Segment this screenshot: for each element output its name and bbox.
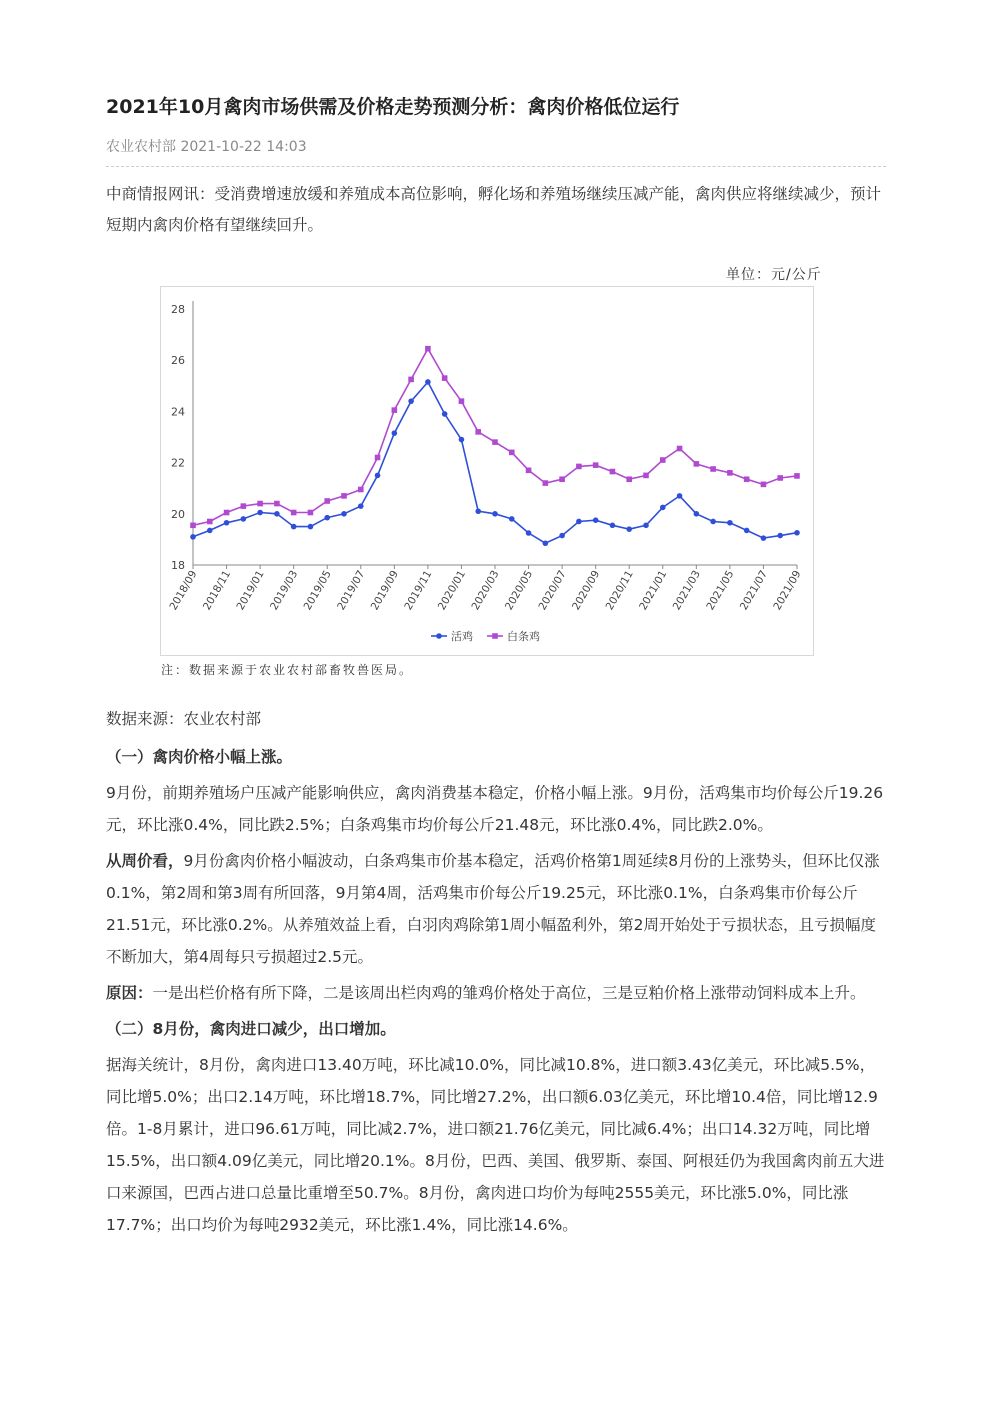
- data-point: [224, 510, 230, 516]
- data-point: [341, 511, 347, 517]
- data-point: [543, 540, 549, 546]
- data-point: [727, 520, 733, 526]
- data-point: [610, 469, 616, 475]
- divider: [106, 166, 886, 167]
- data-point: [257, 501, 263, 507]
- y-tick-label: 20: [171, 507, 185, 521]
- paragraph-text: 9月份禽肉价格小幅波动，白条鸡集市价基本稳定，活鸡价格第1周延续8月份的上涨势头，但环比仅涨0.1%，第2周和第3周有所回落，9月第4周，活鸡集市价每公斤19.25元，环比涨0.1%，白条鸡集市价每公斤21.51元，环比涨0.2%。从养殖效益上看，白羽肉鸡除第1周小幅盈利外，第2周开始处于亏损状态，且亏损幅度不断加大，第4周每只亏损超过2.5元。: [106, 852, 880, 966]
- legend-label: 白条鸡: [507, 630, 540, 643]
- data-point: [509, 516, 515, 522]
- data-point: [475, 508, 481, 514]
- data-point: [459, 398, 465, 404]
- data-point: [341, 493, 347, 499]
- data-point: [576, 464, 582, 470]
- chart-svg: [161, 287, 813, 655]
- data-point: [559, 533, 565, 539]
- data-point: [308, 524, 314, 530]
- chart-note: 注：数据来源于农业农村部畜牧兽医局。: [161, 663, 414, 677]
- data-point: [392, 407, 398, 413]
- data-point: [660, 457, 666, 463]
- section1-paragraph-1: 9月份，前期养殖场户压减产能影响供应，禽肉消费基本稳定，价格小幅上涨。9月份，活鸡集市均价每公斤19.26元，环比涨0.4%，同比跌2.5%；白条鸡集市均价每公斤21.48元，环比涨0.4%，同比跌2.0%。: [106, 784, 884, 834]
- data-point: [442, 375, 448, 381]
- x-tick-label: 2021/01: [637, 568, 670, 613]
- y-tick-label: 26: [171, 354, 185, 368]
- data-point: [408, 377, 414, 383]
- data-point: [425, 379, 431, 385]
- data-point: [241, 516, 247, 522]
- data-point: [509, 450, 515, 456]
- x-tick-label: 2020/03: [469, 568, 502, 613]
- data-point: [274, 501, 280, 507]
- data-point: [660, 505, 666, 511]
- series-line-1: [193, 349, 797, 526]
- paragraph-text: 一是出栏价格有所下降，二是该周出栏肉鸡的雏鸡价格处于高位，三是豆粕价格上涨带动饲料成本上升。: [152, 984, 866, 1002]
- series-line-0: [193, 382, 797, 543]
- data-point: [207, 519, 213, 525]
- data-point: [257, 510, 263, 516]
- x-tick-label: 2019/03: [268, 568, 301, 613]
- section1-heading: （一）禽肉价格小幅上涨。: [106, 748, 293, 766]
- data-point: [324, 515, 330, 521]
- data-point: [358, 487, 364, 493]
- legend-marker: [492, 633, 498, 639]
- data-point: [190, 523, 196, 529]
- x-tick-label: 2020/05: [502, 568, 536, 613]
- x-tick-label: 2021/03: [670, 568, 703, 613]
- data-point: [593, 462, 599, 468]
- data-point: [727, 470, 733, 476]
- data-point: [643, 473, 649, 479]
- x-tick-label: 2018/09: [167, 568, 200, 613]
- x-tick-label: 2021/09: [771, 568, 804, 613]
- data-point: [324, 498, 330, 504]
- data-point: [694, 511, 700, 517]
- legend-label: 活鸡: [451, 630, 473, 643]
- data-point: [492, 439, 498, 445]
- data-point: [610, 523, 616, 529]
- data-point: [224, 520, 230, 526]
- data-point: [794, 530, 800, 536]
- data-point: [425, 346, 431, 352]
- x-tick-label: 2020/11: [603, 568, 636, 613]
- data-point: [626, 526, 632, 532]
- x-tick-label: 2020/07: [536, 568, 569, 613]
- data-point: [677, 446, 683, 452]
- data-point: [761, 535, 767, 541]
- x-tick-label: 2019/05: [301, 568, 334, 613]
- data-point: [777, 533, 783, 539]
- data-point: [442, 411, 448, 417]
- x-tick-label: 2021/07: [737, 568, 771, 613]
- section1-paragraph-2: [106, 845, 886, 973]
- data-point: [794, 473, 800, 479]
- data-point: [643, 523, 649, 529]
- price-chart: [160, 286, 814, 656]
- x-tick-label: 2020/01: [435, 568, 469, 613]
- data-point: [576, 519, 582, 525]
- data-point: [291, 510, 297, 516]
- data-point: [744, 476, 750, 482]
- data-point: [241, 503, 247, 509]
- data-point: [694, 461, 700, 467]
- unit-label: 单位：元/公斤: [726, 267, 822, 283]
- data-point: [291, 524, 297, 530]
- data-point: [308, 510, 314, 516]
- intro-paragraph: 中商情报网讯：受消费增速放缓和养殖成本高位影响，孵化场和养殖场继续压减产能，禽肉供应将继续减少，预计短期内禽肉价格有望继续回升。: [106, 185, 882, 234]
- data-point: [626, 476, 632, 482]
- data-point: [710, 519, 716, 525]
- x-tick-label: 2020/09: [570, 568, 603, 613]
- data-point: [677, 493, 683, 499]
- data-point: [559, 476, 565, 482]
- data-point: [777, 475, 783, 481]
- paragraph-lead: 原因：: [106, 984, 153, 1002]
- data-point: [492, 511, 498, 517]
- x-tick-label: 2019/11: [402, 568, 435, 613]
- article-title: 2021年10月禽肉市场供需及价格走势预测分析：禽肉价格低位运行: [106, 96, 680, 118]
- data-point: [375, 455, 381, 461]
- data-point: [459, 437, 465, 443]
- data-point: [543, 480, 549, 486]
- x-tick-label: 2021/05: [704, 568, 737, 613]
- data-point: [274, 511, 280, 517]
- y-tick-label: 22: [171, 456, 185, 470]
- y-tick-label: 24: [171, 405, 185, 419]
- article-meta: 农业农村部 2021-10-22 14:03: [106, 139, 307, 155]
- legend-marker: [436, 633, 442, 639]
- section2-heading: （二）8月份，禽肉进口减少，出口增加。: [106, 1020, 396, 1038]
- x-tick-label: 2019/07: [335, 568, 368, 613]
- section2-paragraph-1: 据海关统计，8月份，禽肉进口13.40万吨，环比减10.0%，同比减10.8%，进口额3.43亿美元，环比减5.5%，同比增5.0%；出口2.14万吨，环比增18.7%，同比增27.2%，出口额6.03亿美元，环比增10.4倍，同比增12.9倍。1-8月累计，进口96.61万吨，同比减2.7%，进口额21.76亿美元，同比减6.4%；出口14.32万吨，同比增15.5%，出口额4.09亿美元，同比增20.1%。8月份，巴西、美国、俄罗斯、泰国、阿根廷仍为我国禽肉前五大进口来源国，巴西占进口总量比重增至50.7%。8月份，禽肉进口均价为每吨2555美元，环比涨5.0%，同比涨17.7%；出口均价为每吨2932美元，环比涨1.4%，同比涨14.6%。: [106, 1056, 885, 1234]
- data-point: [475, 429, 481, 435]
- data-point: [190, 534, 196, 540]
- data-point: [207, 528, 213, 534]
- paragraph-lead: 从周价看，: [106, 852, 184, 870]
- data-source-line: 数据来源：农业农村部: [106, 710, 262, 728]
- data-point: [408, 398, 414, 404]
- data-point: [593, 517, 599, 523]
- data-point: [358, 503, 364, 509]
- data-point: [526, 467, 532, 473]
- y-tick-label: 18: [171, 559, 185, 572]
- data-point: [710, 466, 716, 472]
- y-tick-label: 28: [171, 303, 185, 316]
- section1-paragraph-3: [106, 977, 886, 1009]
- x-tick-label: 2018/11: [200, 568, 234, 613]
- data-point: [392, 430, 398, 436]
- x-tick-label: 2019/09: [368, 568, 401, 613]
- data-point: [375, 473, 381, 479]
- data-point: [761, 482, 767, 488]
- data-point: [526, 530, 532, 536]
- x-tick-label: 2019/01: [234, 568, 267, 613]
- article-body: [106, 703, 886, 1245]
- data-point: [744, 528, 750, 534]
